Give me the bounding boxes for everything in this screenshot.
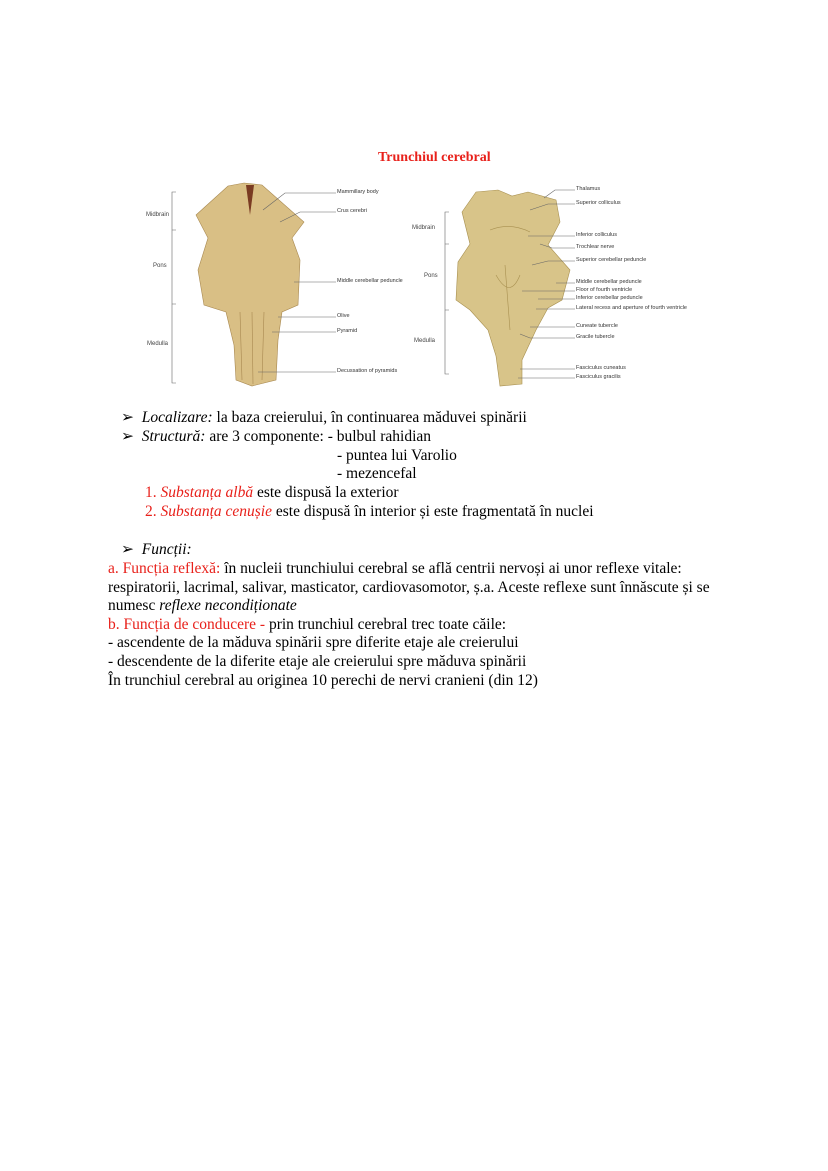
figure-anterior-view [196, 183, 304, 386]
figure-label: Fasciculus cuneatus [576, 365, 626, 371]
bullet-structura [121, 428, 431, 446]
numbered-item: 2. Substanța cenușie este dispusă în interior și este fragmentată în nuclei [145, 503, 594, 520]
figure-label: Middle cerebellar peduncle [337, 278, 403, 284]
term: Structură: [141, 428, 206, 445]
bullet-functii: ➢ Funcții: [121, 541, 192, 558]
paragraph-line: - descendente de la diferite etaje ale creierului spre măduva spinării [108, 653, 527, 670]
paragraph-line: b. Funcția de conducere - prin trunchiul cerebral trec toate căile: [108, 616, 507, 633]
region-label-pons: Pons [153, 263, 167, 269]
figure-label: Cuneate tubercle [576, 323, 618, 329]
region-label-medulla: Medulla [414, 338, 436, 344]
bullet-icon: ➢ [121, 541, 134, 558]
figure-label: Superior colliculus [576, 200, 621, 206]
paragraph-line: a. Funcția reflexă: în nucleii trunchiului cerebral se află centrii nervoși ai unor reflexe vitale: [108, 560, 682, 577]
structure-sub-item: - mezencefal [337, 465, 417, 482]
figure-label: Crus cerebri [337, 208, 367, 214]
figure-label: Decussation of pyramids [337, 368, 398, 374]
numbered-item: 1. Substanța albă este dispusă la exterior [145, 484, 399, 501]
region-label-midbrain: Midbrain [412, 225, 436, 231]
page-title: Trunchiul cerebral [378, 150, 491, 165]
figure-label: Olive [337, 313, 350, 319]
paragraph-line: - ascendente de la măduva spinării spre diferite etaje ale creierului [108, 634, 519, 651]
region-label-pons: Pons [424, 273, 438, 279]
figure-label: Superior cerebellar peduncle [576, 257, 647, 263]
region-label-midbrain: Midbrain [146, 212, 170, 218]
figure-label: Middle cerebellar peduncle [576, 279, 642, 285]
paragraph-line: respiratorii, lacrimal, salivar, masticator, cardiovasomotor, ș.a. Aceste reflexe sunt înnăscute și se [108, 579, 710, 596]
figure-label: Mammillary body [337, 189, 379, 195]
figure-label: Pyramid [337, 328, 358, 334]
paragraph-line: numesc reflexe necondiționate [108, 597, 297, 614]
figure-label: Floor of fourth ventricle [576, 287, 633, 293]
figure-label: Inferior colliculus [576, 232, 617, 238]
structure-sub-item: - puntea lui Varolio [337, 447, 457, 464]
bullet-icon: ➢ [121, 409, 134, 426]
bullet-localizare [121, 409, 527, 427]
bullet-icon: ➢ [121, 428, 134, 445]
figure-label: Fasciculus gracilis [576, 374, 621, 380]
region-label-medulla: Medulla [147, 341, 169, 347]
term: Localizare: [141, 409, 213, 426]
figure-label: Lateral recess and aperture of fourth ventricle [576, 305, 687, 311]
figure-label: Thalamus [576, 186, 601, 192]
figure-label: Gracile tubercle [576, 334, 615, 340]
figure-label: Trochlear nerve [576, 244, 615, 250]
figure-label: Inferior cerebellar peduncle [576, 295, 643, 301]
text: la baza creierului, în continuarea măduvei spinării [212, 409, 527, 426]
figure-posterior-view [456, 190, 570, 386]
text: are 3 componente: - bulbul rahidian [205, 428, 432, 445]
paragraph-line: În trunchiul cerebral au originea 10 perechi de nervi cranieni (din 12) [108, 672, 538, 689]
